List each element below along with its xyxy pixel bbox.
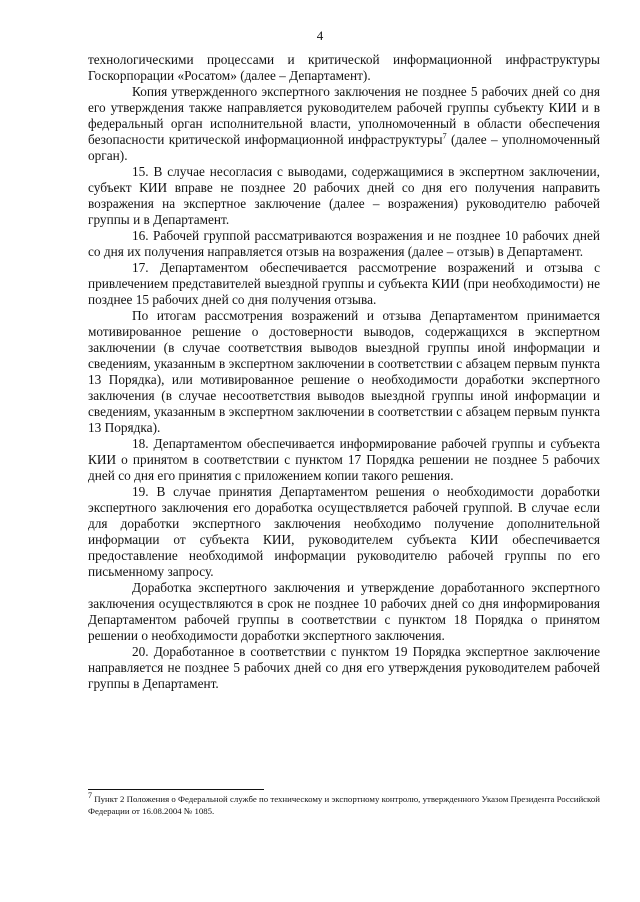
paragraph-item-20: 20. Доработанное в соответствии с пунктом 19 Порядка экспертное заключение направляется не позднее 5 рабочих дней со дня его утверждения руководителем рабочей группы в Департамент. — [88, 644, 600, 691]
paragraph-item-17-decision: По итогам рассмотрения возражений и отзыва Департаментом принимается мотивированное решение о достоверности выводов, содержащихся в экспертном заключении (в случае соответствия выводов выездной группы иной информации и сведениям, указанным в экспертном заключении в соответствии с абзацем первым пункта 13 Порядка), или мотивированное решение о необходимости доработки экспертного заключения (в случае несоответствия выводов выездной группы иной информации и сведениям, указанным в экспертном заключении в соответствии с абзацем первым пункта 13 Порядка). — [88, 308, 600, 435]
page-number: 4 — [316, 28, 324, 43]
paragraph-continuation: технологическими процессами и критической информационной инфраструктуры Госкорпорации «Росатом» (далее – Департамент). — [88, 52, 600, 83]
paragraph-item-17: 17. Департаментом обеспечивается рассмотрение возражений и отзыва с привлечением представителей выездной группы и субъекта КИИ (при необходимости) не позднее 15 рабочих дней со дня получения отзыва. — [88, 260, 600, 307]
paragraph-item-19-revision: Доработка экспертного заключения и утверждение доработанного экспертного заключения осуществляются в срок не позднее 10 рабочих дней со дня информирования Департаментом рабочей группы в соответствии с пунктом 18 Порядка о принятом решении о необходимости доработки экспертного заключения. — [88, 580, 600, 643]
footnote-divider — [88, 789, 264, 790]
footnote-marker: 7 — [88, 791, 92, 801]
paragraph-copy-of-conclusion — [88, 84, 600, 164]
paragraph-item-19: 19. В случае принятия Департаментом решения о необходимости доработки экспертного заключения его доработка осуществляется рабочей группой. В случае если для доработки экспертного заключения необходимо получение дополнительной информации от субъекта КИИ, руководителем субъекта КИИ обеспечивается предоставление необходимой информации руководителю рабочей группы по его письменному запросу. — [88, 484, 600, 579]
document-body — [88, 52, 600, 692]
footnote — [88, 791, 600, 817]
footnote-reference: 7 — [442, 131, 447, 141]
footnote-text: Пункт 2 Положения о Федеральной службе по техническому и экспортному контролю, утвержденного Указом Президента Российской Федерации от 16.08.2004 № 1085. — [88, 794, 600, 816]
paragraph-text-after-footnote: (далее – уполномоченный орган). — [88, 132, 600, 163]
paragraph-item-16: 16. Рабочей группой рассматриваются возражения и не позднее 10 рабочих дней со дня их получения направляется отзыв на возражения (далее – отзыв) в Департамент. — [88, 228, 600, 259]
paragraph-text: Копия утвержденного экспертного заключения не позднее 5 рабочих дней со дня его утверждения также направляется руководителем рабочей группы субъекту КИИ и в федеральный орган исполнительной власти, уполномоченный в области обеспечения безопасности критической информационной инфраструктуры — [88, 84, 600, 147]
paragraph-item-18: 18. Департаментом обеспечивается информирование рабочей группы и субъекта КИИ о принятом в соответствии с пунктом 17 Порядка решении не позднее 5 рабочих дней со дня его принятия с приложением копии такого решения. — [88, 436, 600, 483]
paragraph-item-15: 15. В случае несогласия с выводами, содержащимися в экспертном заключении, субъект КИИ вправе не позднее 20 рабочих дней со дня его получения направить возражения на экспертное заключение (далее – возражения) руководителю рабочей группы и в Департамент. — [88, 164, 600, 227]
